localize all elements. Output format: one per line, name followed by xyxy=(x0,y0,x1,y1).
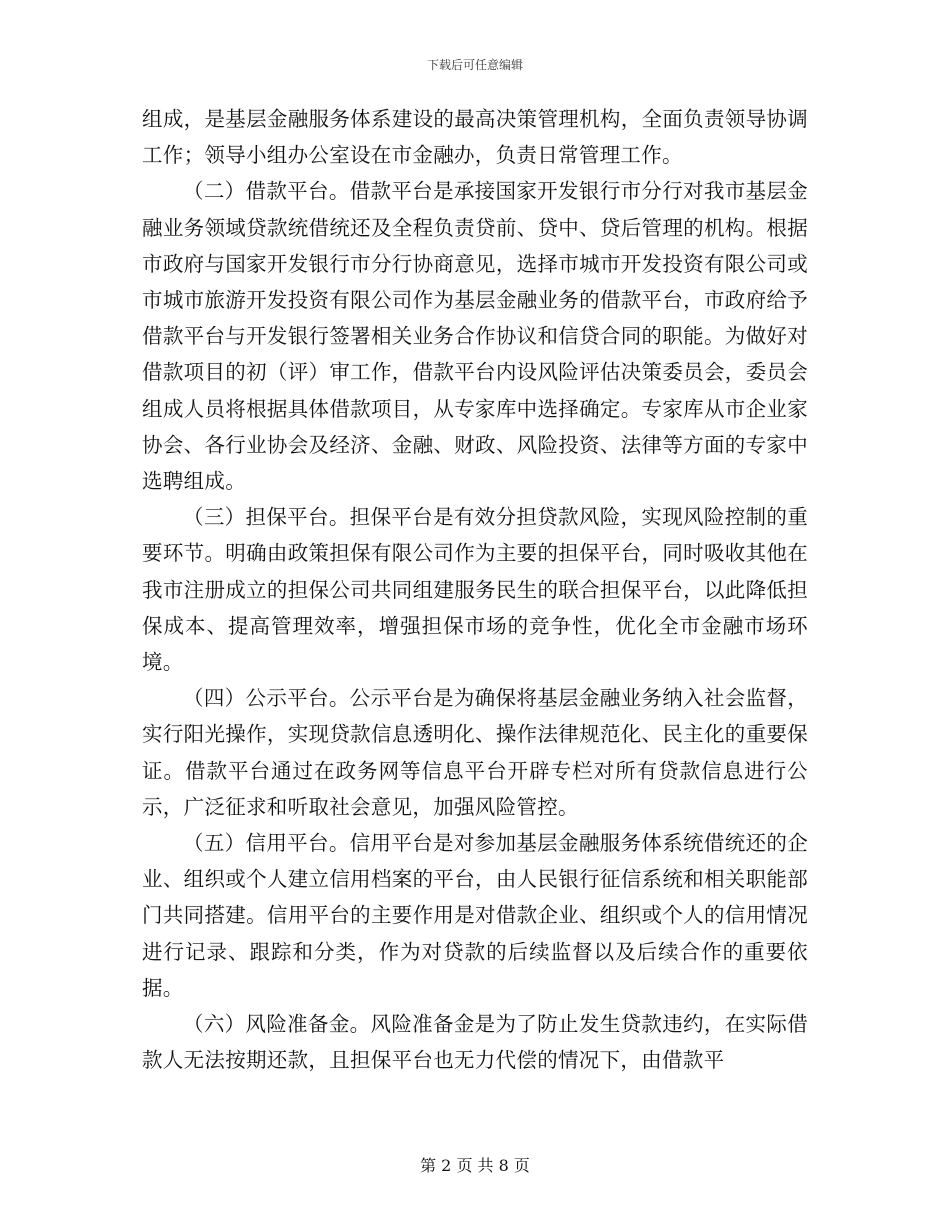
paragraph-guarantee-platform: （三）担保平台。担保平台是有效分担贷款风险，实现风险控制的重要环节。明确由政策担保有限公司作为主要的担保平台，同时吸收其他在我市注册成立的担保公司共同组建服务民生的联合担保平台，以此降低担保成本、提高管理效率，增强担保市场的竞争性，优化全市金融市场环境。 xyxy=(142,505,808,675)
page-header: 下载后可任意编辑 xyxy=(426,58,523,72)
paragraph-risk-reserve: （六）风险准备金。风险准备金是为了防止发生贷款违约，在实际借款人无法按期还款，且担保平台也无力代偿的情况下，由借款平 xyxy=(142,1012,808,1073)
paragraph-disclosure-platform: （四）公示平台。公示平台是为确保将基层金融业务纳入社会监督，实行阳光操作，实现贷款信息透明化、操作法律规范化、民主化的重要保证。借款平台通过在政务网等信息平台开辟专栏对所有贷款信息进行公示，广泛征求和听取社会意见，加强风险管控。 xyxy=(142,686,808,819)
paragraph-credit-platform: （五）信用平台。信用平台是对参加基层金融服务体系统借统还的企业、组织或个人建立信用档案的平台，由人民银行征信系统和相关职能部门共同搭建。信用平台的主要作用是对借款企业、组织或个人的信用情况进行记录、跟踪和分类，作为对贷款的后续监督以及后续合作的重要依据。 xyxy=(142,831,808,1000)
paragraph-loan-platform: （二）借款平台。借款平台是承接国家开发银行市分行对我市基层金融业务领域贷款统借统还及全程负责贷前、贷中、贷后管理的机构。根据市政府与国家开发银行市分行协商意见，选择市城市开发投资有限公司或市城市旅游开发投资有限公司作为基层金融业务的借款平台，市政府给予借款平台与开发银行签署相关业务合作协议和信贷合同的职能。为做好对借款项目的初（评）审工作，借款平台内设风险评估决策委员会，委员会组成人员将根据具体借款项目，从专家库中选择确定。专家库从市企业家协会、各行业协会及经济、金融、财政、风险投资、法律等方面的专家中选聘组成。 xyxy=(142,179,808,494)
document-body xyxy=(142,101,808,1078)
page-number: 第 2 页 共 8 页 xyxy=(420,1156,530,1175)
paragraph-continuation: 组成，是基层金融服务体系建设的最高决策管理机构，全面负责领导协调工作；领导小组办公室设在市金融办，负责日常管理工作。 xyxy=(142,107,808,168)
